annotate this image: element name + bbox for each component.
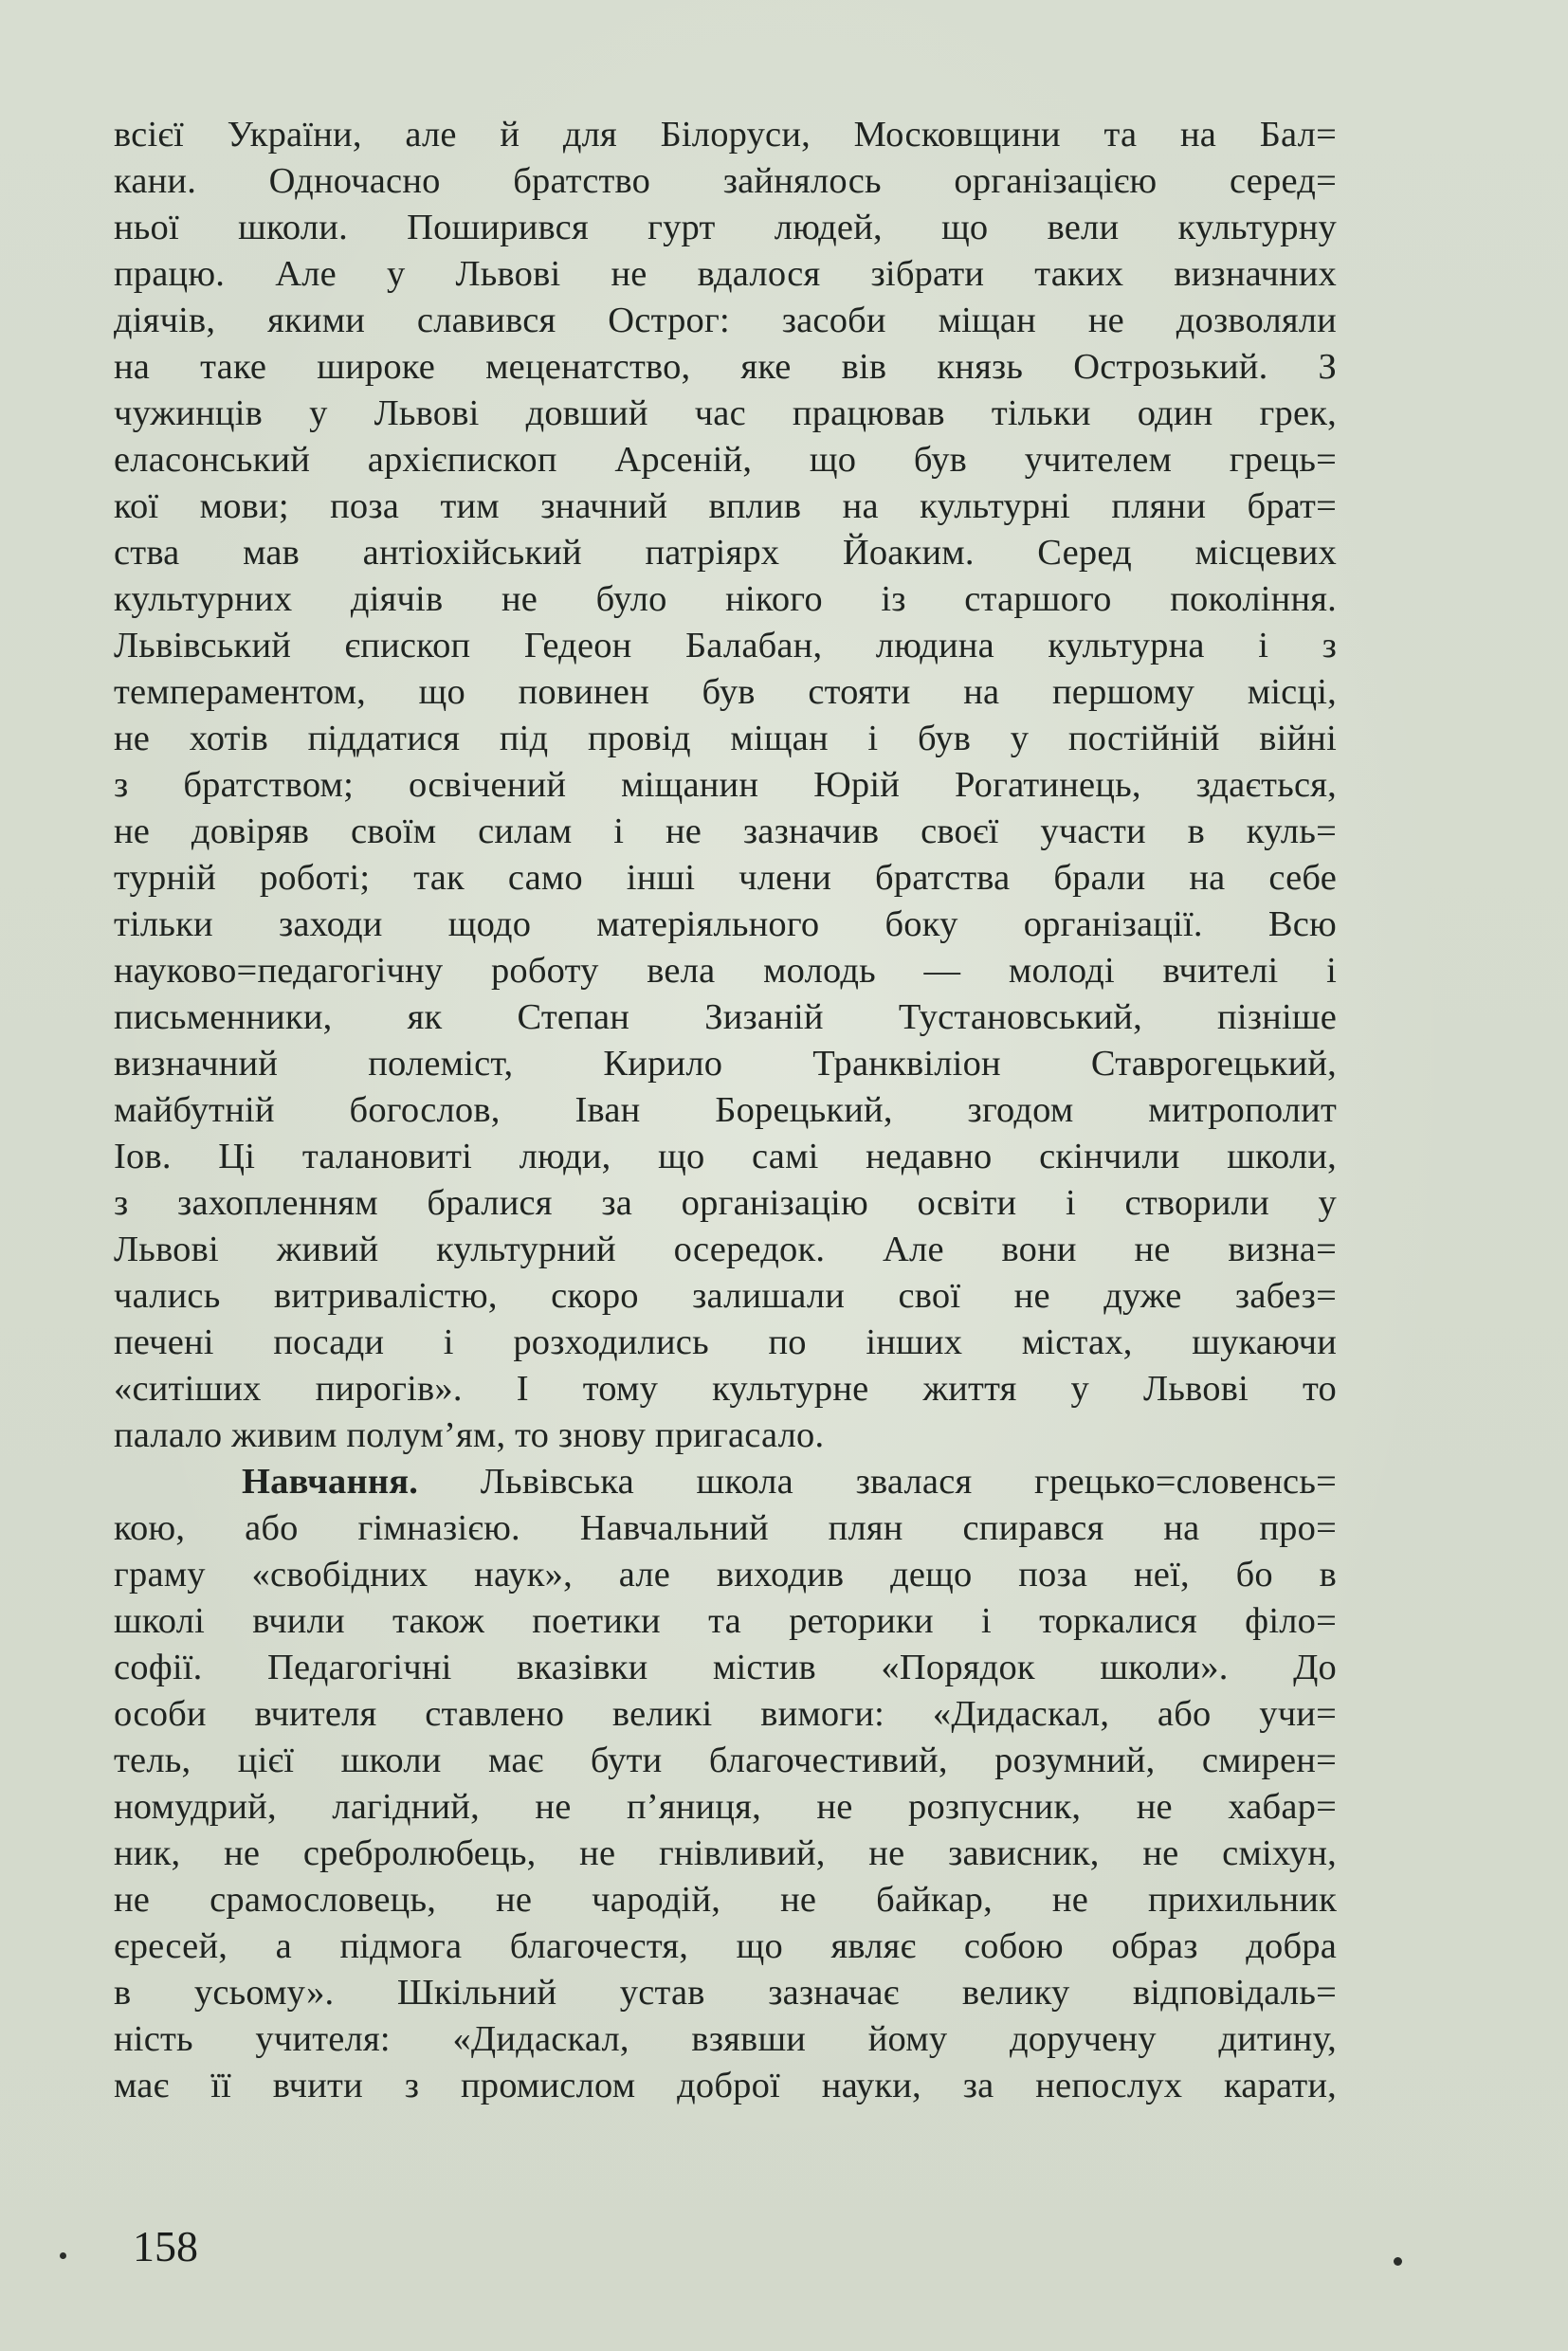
text-line — [114, 576, 1337, 623]
line-text: чались витривалістю, скоро залишали свої не дуже забез= — [114, 1276, 1337, 1316]
line-text: ства мав антіохійський патріярх Йоаким. Серед місцевих — [114, 533, 1337, 573]
line-text: Львівський єпископ Гедеон Балабан, людина культурна і з — [114, 626, 1337, 665]
text-line — [114, 669, 1337, 716]
text-line — [114, 112, 1337, 158]
line-text: на таке широке меценатство, яке вів князь Острозький. З — [114, 347, 1337, 387]
text-line — [114, 1366, 1337, 1412]
text-line — [114, 2063, 1337, 2109]
line-text: ність учителя: «Дидаскал, взявши йому доручену дитину, — [114, 2019, 1337, 2059]
text-line — [114, 1552, 1337, 1598]
line-text: особи вчителя ставлено великі вимоги: «Дидаскал, або учи= — [114, 1694, 1337, 1734]
text-line — [114, 1180, 1337, 1227]
line-text: кани. Одночасно братство зайнялось організацією серед= — [114, 161, 1337, 201]
text-line — [114, 716, 1337, 762]
text-line — [114, 1784, 1337, 1831]
text-line — [114, 1970, 1337, 2016]
line-text: не довіряв своїм силам і не зазначив своєї участи в куль= — [114, 811, 1337, 851]
text-line — [114, 1831, 1337, 1877]
line-text: темпераментом, що повинен був стояти на першому місці, — [114, 672, 1337, 712]
text-line — [114, 437, 1337, 483]
line-text: з захопленням бралися за організацію освіти і створили у — [114, 1183, 1337, 1223]
line-text: всієї України, але й для Білоруси, Московщини та на Бал= — [114, 115, 1337, 155]
text-line — [114, 391, 1337, 437]
line-text: ник, не сребролюбець, не гнівливий, не зависник, не сміхун, — [114, 1833, 1337, 1873]
text-line — [114, 1877, 1337, 1923]
line-text: печені посади і розходились по інших містах, шукаючи — [114, 1322, 1337, 1362]
line-text: номудрий, лагідний, не п’яниця, не розпусник, не хабар= — [114, 1787, 1337, 1827]
text-line — [114, 762, 1337, 809]
line-text: «ситіших пирогів». І тому культурне життя у Львові то — [114, 1369, 1337, 1409]
line-text: граму «свобідних наук», але виходив дещо поза неї, бо в — [114, 1555, 1337, 1595]
text-line — [114, 344, 1337, 391]
line-text: культурних діячів не було нікого із старшого покоління. — [114, 579, 1337, 619]
text-line — [114, 1412, 1337, 1459]
line-text: тель, цієї школи має бути благочестивий, розумний, смирен= — [114, 1740, 1337, 1780]
text-line — [114, 1598, 1337, 1645]
text-line — [114, 1087, 1337, 1134]
text-line — [114, 483, 1337, 530]
text-line — [114, 1227, 1337, 1273]
line-text: кої мови; поза тим значний вплив на культурні пляни брат= — [114, 486, 1337, 526]
line-text: діячів, якими славився Острог: засоби міщан не дозволяли — [114, 301, 1337, 340]
text-line — [114, 809, 1337, 855]
line-text: Львівська школа звалася грецько=словенсь= — [418, 1462, 1337, 1502]
line-text: турній роботі; так само інші члени братства брали на себе — [114, 858, 1337, 898]
text-line — [114, 205, 1337, 251]
text-line — [114, 902, 1337, 948]
text-line — [114, 1923, 1337, 1970]
line-text: не срамословець, не чародій, не байкар, не прихильник — [114, 1880, 1337, 1920]
line-text: в усьому». Шкільний устав зазначає велику відповідаль= — [114, 1973, 1337, 2013]
paragraph-first-line — [114, 1459, 1337, 1505]
text-line — [114, 994, 1337, 1041]
text-line — [114, 1645, 1337, 1691]
line-text: з братством; освічений міщанин Юрій Рогатинець, здається, — [114, 765, 1337, 805]
text-line — [114, 855, 1337, 902]
text-line — [114, 530, 1337, 576]
text-line — [114, 1505, 1337, 1552]
text-line — [114, 158, 1337, 205]
text-line — [114, 2016, 1337, 2063]
ink-speck-right — [1394, 2257, 1402, 2266]
line-text: софії. Педагогічні вказівки містив «Порядок школи». До — [114, 1648, 1337, 1687]
line-text: має її вчити з промислом доброї науки, за непослух карати, — [114, 2066, 1337, 2105]
line-text: палало живим полум’ям, то знову пригасало. — [114, 1415, 825, 1455]
text-line — [114, 1134, 1337, 1180]
line-text: майбутній богослов, Іван Борецький, згодом митрополит — [114, 1090, 1337, 1130]
line-text: ньої школи. Поширився гурт людей, що вели культурну — [114, 208, 1337, 247]
text-line — [114, 623, 1337, 669]
ink-speck-left — [60, 2252, 66, 2259]
body-text — [114, 112, 1337, 2109]
line-text: єресей, а підмога благочестя, що являє собою образ добра — [114, 1926, 1337, 1966]
text-line — [114, 251, 1337, 298]
line-text: не хотів піддатися під провід міщан і був у постійній війні — [114, 719, 1337, 758]
line-text: науково=педагогічну роботу вела молодь — молоді вчителі і — [114, 951, 1337, 991]
line-text: еласонський архієпископ Арсеній, що був учителем грець= — [114, 440, 1337, 480]
text-line — [114, 948, 1337, 994]
line-text: школі вчили також поетики та реторики і торкалися філо= — [114, 1601, 1337, 1641]
text-line — [114, 1273, 1337, 1320]
line-text: чужинців у Львові довший час працював тільки один грек, — [114, 393, 1337, 433]
text-line — [114, 1041, 1337, 1087]
text-line — [114, 298, 1337, 344]
text-line — [114, 1691, 1337, 1738]
line-text: кою, або гімназією. Навчальний плян спирався на про= — [114, 1508, 1337, 1548]
line-text: письменники, як Степан Зизаній Тустановський, пізніше — [114, 997, 1337, 1037]
section-heading: Навчання. — [242, 1462, 419, 1502]
text-line — [114, 1320, 1337, 1366]
line-text: Львові живий культурний осередок. Але вони не визна= — [114, 1230, 1337, 1269]
page-number: 158 — [133, 2222, 198, 2270]
line-text: Іов. Ці талановиті люди, що самі недавно скінчили школи, — [114, 1137, 1337, 1176]
line-text: працю. Але у Львові не вдалося зібрати таких визначних — [114, 254, 1337, 294]
text-line — [114, 1738, 1337, 1784]
line-text: тільки заходи щодо матеріяльного боку організації. Всю — [114, 904, 1337, 944]
line-text: визначний полеміст, Кирило Транквіліон Ставрогецький, — [114, 1044, 1337, 1084]
